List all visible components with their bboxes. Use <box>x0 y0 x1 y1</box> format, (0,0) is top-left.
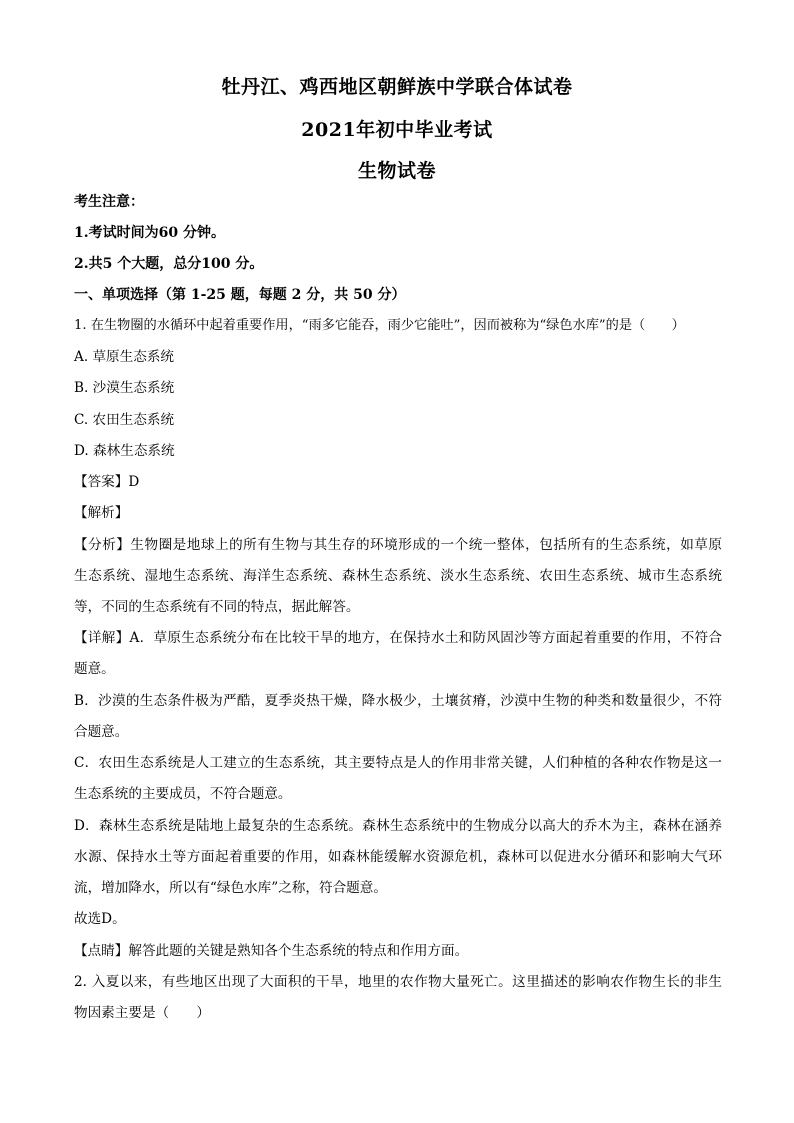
notice-item-score: 2.共5 个大题，总分100 分。 <box>74 256 264 272</box>
question-2-stem-line: 物因素主要是（ ） <box>74 1005 210 1021</box>
question-1-conclusion: 故选D。 <box>74 911 126 927</box>
question-1-answer: 【答案】D <box>74 474 140 490</box>
question-1-stem: 1. 在生物圈的水循环中起着重要作用，“雨多它能吞，雨少它能吐”，因而被称为“绿色水库”的是（ ） <box>74 318 685 333</box>
question-1-option-b: B. 沙漠生态系统 <box>74 380 175 396</box>
question-2-stem-line: 2. 入夏以来，有些地区出现了大面积的干旱，地里的农作物大量死亡。这里描述的影响农作物生长的非生 <box>74 974 722 990</box>
question-1-analysis-line: 【分析】生物圈是地球上的所有生物与其生存的环境形成的一个统一整体，包括所有的生态系统，如草原 <box>74 537 722 553</box>
question-1-comment: 【点睛】解答此题的关键是熟知各个生态系统的特点和作用方面。 <box>74 943 469 959</box>
question-1-detail-line: 【详解】A．草原生态系统分布在比较干旱的地方，在保持水土和防风固沙等方面起着重要的作用，不符合 <box>74 630 722 646</box>
exam-title-school: 牡丹江、鸡西地区朝鲜族中学联合体试卷 <box>221 76 573 98</box>
question-1-option-a: A. 草原生态系统 <box>74 349 175 365</box>
question-1-option-d: D. 森林生态系统 <box>74 443 175 459</box>
question-1-analysis-tag: 【解析】 <box>74 505 129 521</box>
question-1-analysis-line: 生态系统、湿地生态系统、海洋生态系统、森林生态系统、淡水生态系统、农田生态系统、城市生态系统 <box>74 568 722 584</box>
question-1-detail-line: 流，增加降水，所以有“绿色水库”之称，符合题意。 <box>74 880 387 896</box>
question-1-detail-line: 水源、保持水土等方面起着重要的作用，如森林能缓解水资源危机，森林可以促进水分循环和影响大气环 <box>74 849 722 865</box>
question-1-option-c: C. 农田生态系统 <box>74 412 175 428</box>
notice-heading: 考生注意： <box>74 194 144 210</box>
question-1-detail-line: B．沙漠的生态条件极为严酷，夏季炎热干燥，降水极少，土壤贫瘠，沙漠中生物的种类和数量很少，不符 <box>74 693 722 709</box>
question-1-detail-line: C．农田生态系统是人工建立的生态系统，其主要特点是人的作用非常关键，人们种植的各种农作物是这一 <box>74 755 722 771</box>
exam-title-year: 2021年初中毕业考试 <box>301 119 493 141</box>
notice-item-time: 1.考试时间为60 分钟。 <box>74 225 225 241</box>
question-1-detail-line: 生态系统的主要成员，不符合题意。 <box>74 786 292 802</box>
question-1-analysis-line: 等，不同的生态系统有不同的特点，据此解答。 <box>74 599 360 615</box>
exam-title-subject: 生物试卷 <box>357 160 436 182</box>
question-1-detail-line: 合题意。 <box>74 724 129 740</box>
question-1-detail-line: 题意。 <box>74 661 115 677</box>
section-heading-single-choice: 一、单项选择（第 1-25 题，每题 2 分，共 50 分） <box>74 287 406 303</box>
question-1-detail-line: D．森林生态系统是陆地上最复杂的生态系统。森林生态系统中的生物成分以高大的乔木为主，森林在涵养 <box>74 818 722 834</box>
